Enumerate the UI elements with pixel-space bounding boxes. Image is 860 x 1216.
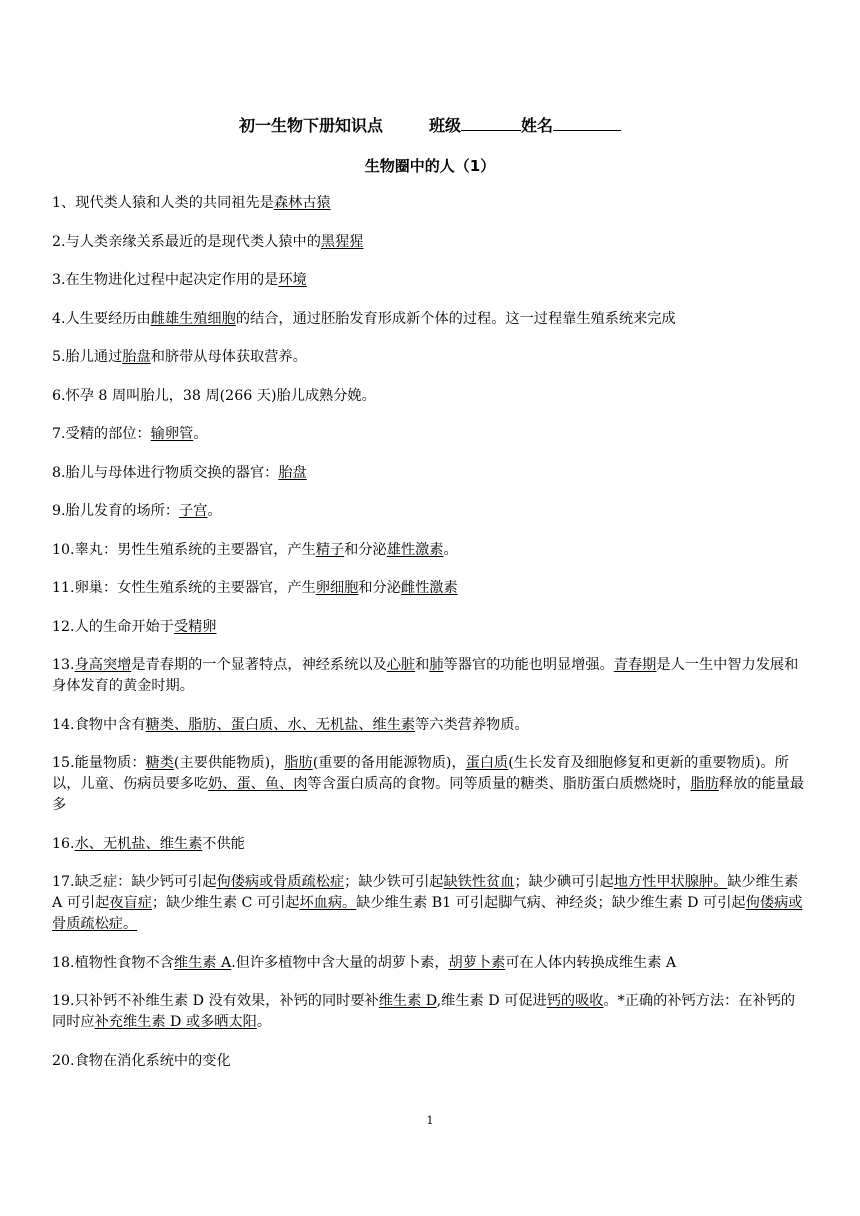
key-term: 夜盲症 xyxy=(109,895,152,911)
key-term: 地方性甲状腺肿。 xyxy=(613,874,728,890)
key-term: 心脏 xyxy=(386,657,416,673)
page-number: 1 xyxy=(426,1114,434,1127)
list-item xyxy=(52,270,809,291)
item-text: (生长发育及细胞修复和更新的重要物质)。所以，儿童、伤病员要多吃 xyxy=(52,755,789,792)
key-term: 胎盘 xyxy=(278,464,307,481)
class-blank xyxy=(461,116,521,131)
item-text: 2.与人类亲缘关系最近的是现代类人猿中的 xyxy=(52,233,321,250)
item-text: 缺少维生素 B1 可引起脚气病、神经炎；缺少维生素 D 可引起 xyxy=(356,895,746,911)
list-item xyxy=(52,540,809,561)
key-term: 身高突增 xyxy=(74,657,132,673)
list-item xyxy=(52,953,809,974)
key-term: 补充维生素 D 或多晒太阳 xyxy=(94,1014,257,1030)
key-term: 精子 xyxy=(315,541,345,558)
name-blank xyxy=(553,116,621,131)
list-item xyxy=(52,1051,809,1072)
item-text: 8.胎儿与母体进行物质交换的器官： xyxy=(52,464,279,481)
key-term: 维生素 A xyxy=(173,954,232,971)
key-term: 脂肪 xyxy=(284,755,313,771)
item-text: 16. xyxy=(52,835,75,852)
item-text: 13. xyxy=(52,657,75,673)
key-term: 钙的吸收 xyxy=(546,993,604,1009)
item-text: 10.睾丸：男性生殖系统的主要器官，产生 xyxy=(52,541,316,558)
item-text: 是青春期的一个显著特点，神经系统以及 xyxy=(131,657,387,673)
list-item xyxy=(52,347,809,368)
item-text: 6.怀孕 8 周叫胎儿，38 周(266 天)胎儿成熟分娩。 xyxy=(52,387,376,404)
item-text: 7.受精的部位： xyxy=(52,426,151,442)
document-title: 初一生物下册知识点 xyxy=(238,116,383,135)
key-term: 维生素 D xyxy=(378,993,437,1009)
key-term: 雌雄生殖细胞 xyxy=(150,310,236,327)
item-text: 等含蛋白质高的食物。同等质量的糖类、脂肪蛋白质燃烧时， xyxy=(307,776,691,792)
item-text: .但许多植物中含大量的胡萝卜素， xyxy=(231,954,449,971)
key-term: 子宫 xyxy=(179,503,208,519)
key-term: 黑猩猩 xyxy=(320,233,364,250)
key-term: 糖类 xyxy=(145,755,174,771)
key-term: 坏血病。 xyxy=(299,895,357,911)
key-term: 森林古猿 xyxy=(273,195,331,211)
section-title: 生物圈中的人（1） xyxy=(364,157,496,175)
key-term: 佝偻病或骨质疏松症 xyxy=(216,874,345,890)
item-text: 和分泌 xyxy=(344,541,387,558)
item-text: ；缺少铁可引起 xyxy=(344,874,444,890)
item-text: ；缺少维生素 C 可引起 xyxy=(151,895,300,911)
key-term: 胡萝卜素 xyxy=(448,954,506,971)
item-text: 不供能 xyxy=(202,835,245,852)
item-text: 4.人生要经历由 xyxy=(52,310,151,327)
key-term: 卵细胞 xyxy=(315,580,359,596)
list-item xyxy=(52,424,809,445)
list-item xyxy=(52,617,809,638)
key-term: 佝偻病或骨质疏松症。 xyxy=(52,895,803,932)
key-term: 受精卵 xyxy=(173,618,217,635)
item-text: 和脐带从母体获取营养。 xyxy=(150,349,307,365)
name-label: 姓名 xyxy=(521,116,554,135)
item-text: 释放的能量最多 xyxy=(52,776,805,813)
item-text: 3.在生物进化过程中起决定作用的是 xyxy=(52,272,279,288)
item-text: 18.植物性食物不含 xyxy=(52,954,174,971)
key-term: 奶、蛋、鱼、肉 xyxy=(208,776,308,792)
item-text: 。 xyxy=(207,503,222,519)
item-text: 是人一生中智力发展和身体发育的黄金时期。 xyxy=(52,657,799,694)
item-text: ,维生素 D 可促进 xyxy=(436,993,547,1009)
item-text: 12.人的生命开始于 xyxy=(52,618,174,635)
item-text: 等六类营养物质。 xyxy=(415,716,529,733)
list-item xyxy=(52,309,809,330)
item-text: 5.胎儿通过 xyxy=(52,349,123,365)
item-text: 。 xyxy=(443,541,458,558)
item-text: 等器官的功能也明显增强。 xyxy=(443,657,614,673)
item-text: 。 xyxy=(256,1014,272,1030)
item-text: 。 xyxy=(193,426,208,442)
item-text: 缺少维生素 A 可引起 xyxy=(52,874,799,911)
list-item xyxy=(52,193,809,214)
item-text: 和 xyxy=(415,657,430,673)
list-item xyxy=(52,834,809,855)
list-item xyxy=(52,991,809,1033)
item-text: (重要的备用能源物质)， xyxy=(312,755,466,771)
document-header xyxy=(0,113,860,136)
key-term: 肺 xyxy=(429,657,444,673)
key-term: 输卵管 xyxy=(150,426,194,442)
item-text: 9.胎儿发育的场所： xyxy=(52,503,180,519)
key-term: 水、无机盐、维生素 xyxy=(74,835,203,852)
item-text: 17.缺乏症：缺少钙可引起 xyxy=(52,874,217,890)
list-item xyxy=(52,501,809,522)
item-text: 14.食物中含有 xyxy=(52,716,146,733)
list-item xyxy=(52,655,809,697)
item-text: 1、现代类人猿和人类的共同祖先是 xyxy=(52,195,274,211)
list-item xyxy=(52,753,809,816)
item-text: (主要供能物质)， xyxy=(173,755,285,771)
item-text: 19.只补钙不补维生素 D 没有效果，补钙的同时要补 xyxy=(52,993,379,1009)
item-text: 。*正确的补钙方法：在补钙的同时应 xyxy=(52,993,796,1030)
key-term: 雄性激素 xyxy=(386,541,444,558)
list-item xyxy=(52,715,809,736)
class-label: 班级 xyxy=(428,116,461,135)
key-term: 脂肪 xyxy=(690,776,719,792)
knowledge-list xyxy=(52,193,809,1089)
key-term: 环境 xyxy=(278,272,307,288)
key-term: 青春期 xyxy=(613,657,657,673)
item-text: 20.食物在消化系统中的变化 xyxy=(52,1052,231,1069)
item-text: 可在人体内转换成维生素 A xyxy=(505,954,677,971)
list-item xyxy=(52,232,809,253)
item-text: ；缺少碘可引起 xyxy=(514,874,614,890)
key-term: 糖类、脂肪、蛋白质、水、无机盐、维生素 xyxy=(145,716,416,733)
item-text: 和分泌 xyxy=(358,580,401,596)
list-item xyxy=(52,386,809,407)
list-item xyxy=(52,872,809,935)
key-term: 蛋白质 xyxy=(465,755,509,771)
list-item xyxy=(52,578,809,599)
key-term: 缺铁性贫血 xyxy=(443,874,515,890)
item-text: 11.卵巢：女性生殖系统的主要器官，产生 xyxy=(52,580,316,596)
key-term: 胎盘 xyxy=(122,349,151,365)
item-text: 的结合，通过胚胎发育形成新个体的过程。这一过程靠生殖系统来完成 xyxy=(235,310,676,327)
item-text: 15.能量物质： xyxy=(52,755,146,771)
list-item xyxy=(52,463,809,484)
key-term: 雌性激素 xyxy=(400,580,458,596)
